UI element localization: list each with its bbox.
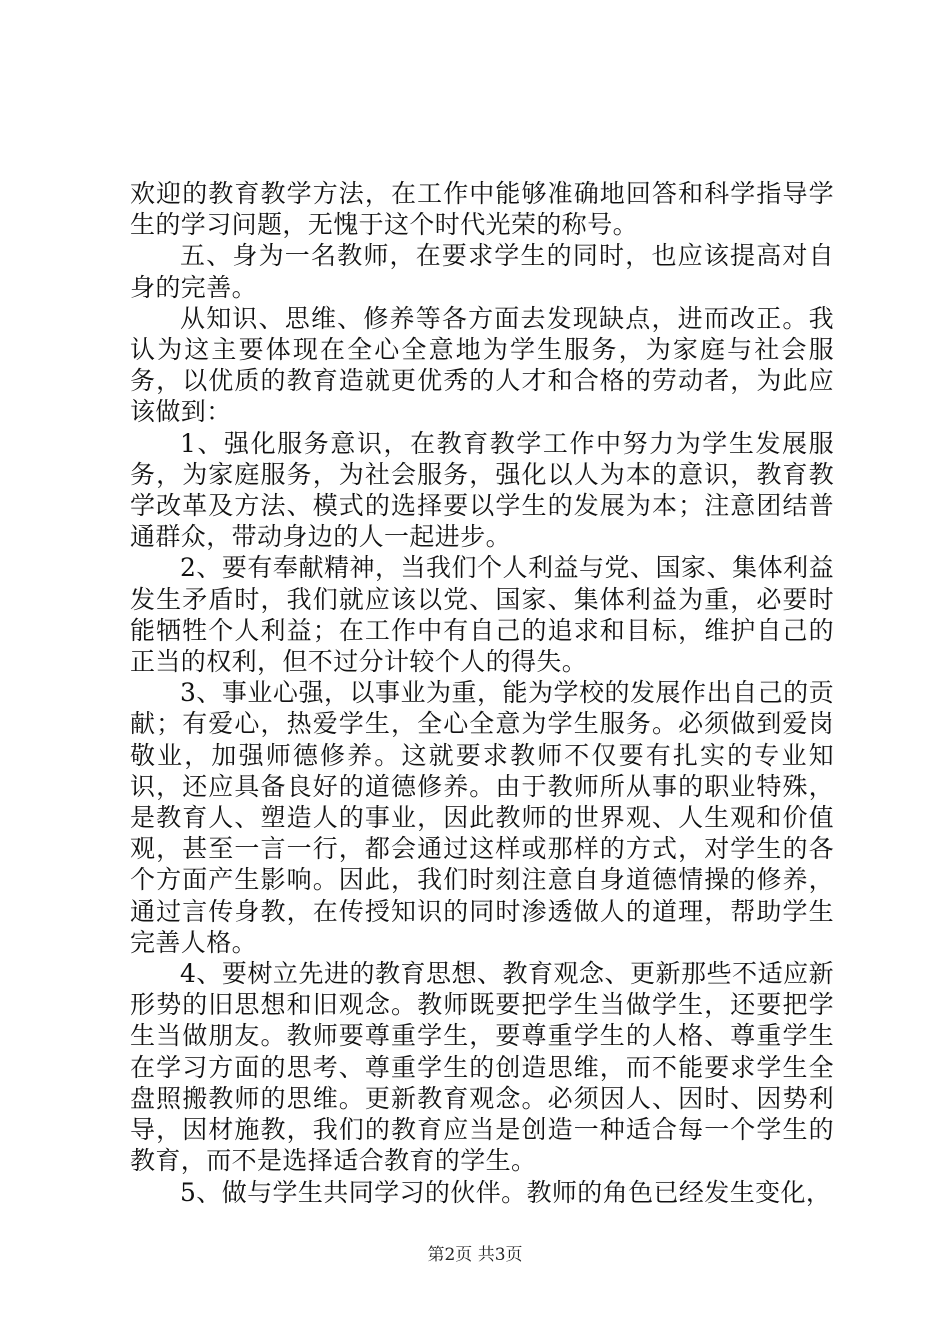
paragraph-item-3: 3、事业心强，以事业为重，能为学校的发展作出自己的贡献；有爱心，热爱学生，全心全意为学生服务。必须做到爱岗敬业，加强师德修养。这就要求教师不仅要有扎实的专业知识，还应具备良好的道德修养。由于教师所从事的职业特殊，是教育人、塑造人的事业，因此教师的世界观、人生观和价值观，甚至一言一行，都会通过这样或那样的方式，对学生的各个方面产生影响。因此，我们时刻注意自身道德情操的修养，通过言传身教，在传授知识的同时渗透做人的道理，帮助学生完善人格。 [130, 678, 834, 957]
page-number-footer: 第2页 共3页 [427, 1245, 523, 1265]
document-body [130, 178, 834, 1208]
paragraph-item-2: 2、要有奉献精神，当我们个人利益与党、国家、集体利益发生矛盾时，我们就应该以党、国家、集体利益为重，必要时能牺牲个人利益；在工作中有自己的追求和目标，维护自己的正当的权利，但不过分计较个人的得失。 [130, 553, 834, 677]
paragraph-intro: 从知识、思维、修养等各方面去发现缺点，进而改正。我认为这主要体现在全心全意地为学生服务，为家庭与社会服务，以优质的教育造就更优秀的人才和合格的劳动者，为此应该做到： [130, 303, 834, 427]
paragraph-item-4: 4、要树立先进的教育思想、教育观念、更新那些不适应新形势的旧思想和旧观念。教师既要把学生当做学生，还要把学生当做朋友。教师要尊重学生，要尊重学生的人格、尊重学生在学习方面的思考、尊重学生的创造思维，而不能要求学生全盘照搬教师的思维。更新教育观念。必须因人、因时、因势利导，因材施教，我们的教育应当是创造一种适合每一个学生的教育，而不是选择适合教育的学生。 [130, 959, 834, 1176]
paragraph-item-5: 5、做与学生共同学习的伙伴。教师的角色已经发生变化， [180, 1177, 832, 1207]
paragraph-item-1: 1、强化服务意识，在教育教学工作中努力为学生发展服务，为家庭服务，为社会服务，强化以人为本的意识，教育教学改革及方法、模式的选择要以学生的发展为本；注意团结普通群众，带动身边的人一起进步。 [130, 428, 834, 552]
paragraph-continuation: 欢迎的教育教学方法，在工作中能够准确地回答和科学指导学生的学习问题，无愧于这个时代光荣的称号。 [130, 179, 834, 240]
paragraph-section-five: 五、身为一名教师，在要求学生的同时，也应该提高对自身的完善。 [130, 241, 834, 302]
